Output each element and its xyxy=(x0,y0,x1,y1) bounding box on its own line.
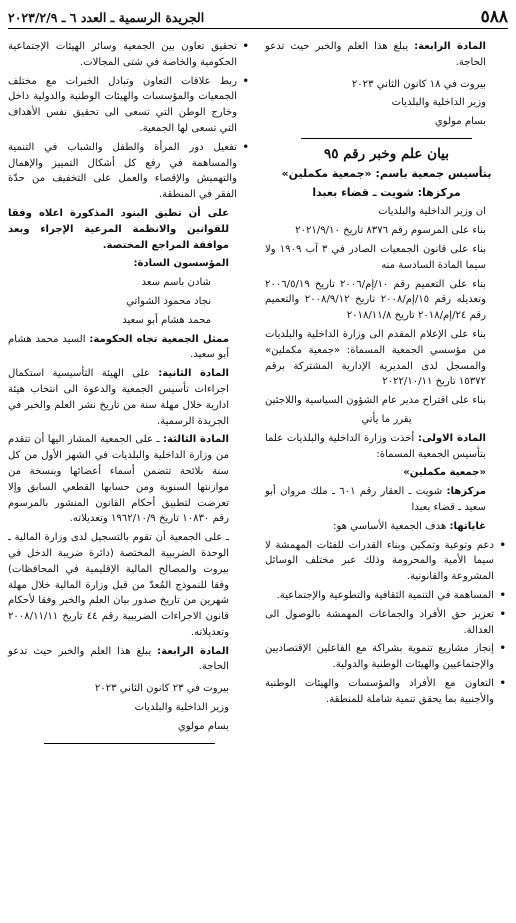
article-3 xyxy=(8,432,251,527)
preamble-3: بناء على قانون الجمعيات الصادر في ٣ آب ١٩٠٩ ولا سيما المادة السادسة منه xyxy=(265,243,486,271)
goal-item: • دعم وتوعية وتمكين وبناء القدرات للفئات المهمشة لا سيما الأمية والمحرومة وذلك عبر مختلف الوسائل المشروعة والقانونية. xyxy=(265,538,508,585)
goal-item: • المساهمة في التنمية الثقافية والتطوعية والإجتماعية. xyxy=(265,588,508,604)
page-header xyxy=(8,6,508,29)
preamble-2: بناء على المرسوم رقم ٨٣٧٦ تاريخ ٢٠٢١/٩/١٠ xyxy=(295,225,486,237)
preamble-1: ان وزير الداخلية والبلديات xyxy=(378,206,486,218)
article-text: على الهيئة التأسيسية استكمال اجراءات تأسيس الجمعية والدعوة الى انتخاب هيئة ادارية خلال مهلة سنة من تاريخ نشر العلم والخبر في الجريدة الرسمية. xyxy=(8,368,229,427)
signing-date: بيروت في ١٨ كانون الثاني ٢٠٢٣ xyxy=(351,78,486,90)
goals-label: غاياتها: xyxy=(449,520,486,532)
right-column xyxy=(265,39,508,752)
goals xyxy=(265,519,508,535)
article-text: يبلغ هذا العلم والخبر حيث تدعو الحاجة. xyxy=(265,41,486,68)
left-column xyxy=(8,39,251,752)
founder-name: شادن باسم سعد xyxy=(141,277,211,289)
founder-name: محمد هشام أبو سعيد xyxy=(122,314,211,326)
goal-item: • تفعيل دور المرأة والطفل والشباب في التنمية والمساهمة في رفع كل أشكال التمييز والإهمال والتهميش والإقصاء والعمل على التخفيف من حدّة الفقر في المنطقة. xyxy=(8,140,251,203)
conditions-clause: على أن تطبق البنود المذكورة اعلاه وفقا للقوانين والانظمة المرعية الإجراء وبعد موافقة المراجع المختصة. xyxy=(8,207,229,251)
article-1 xyxy=(265,431,508,463)
article-label: المادة الرابعة: xyxy=(414,41,486,52)
divider xyxy=(301,138,471,139)
decision-heading: يقرر ما يأتي xyxy=(361,413,412,425)
hq-label: مركزها: xyxy=(446,486,486,498)
goals-text: هدف الجمعية الأساسي هو: xyxy=(333,520,447,532)
notice-title: بيان علم وخبر رقم ٩٥ xyxy=(323,145,450,162)
preamble-6: بناء على اقتراح مدير عام الشؤون السياسية واللاجئين xyxy=(264,395,486,407)
notice-location: مركزها: شويت ـ قضاء بعبدا xyxy=(312,185,461,199)
article-text: ـ على الجمعية المشار اليها أن تتقدم من وزارة الداخلية والبلديات في الشهر الأول من كل سنة بلائحة تتضمن أسماء أعضائها وبنسخة من موازنتها السنوية ومن حسابها القطعي السابق وإلا تعرضت لتطبيق أحكام القانون المنشور بالمرسوم رقم ١٠٨٣٠ تاريخ ١٩٦٢/١٠/٩ وتعديلاته. xyxy=(8,434,229,525)
article-label: المادة الثانية: xyxy=(158,368,229,380)
article-label: المادة الرابعة: xyxy=(157,645,229,657)
article-label: المادة الثالثة: xyxy=(163,434,229,446)
goal-item: • تحقيق تعاون بين الجمعية وسائر الهيئات الإجتماعية الحكومية والخاصة في شتى المجالات. xyxy=(8,39,251,71)
rep-label: ممثل الجمعية تجاه الحكومة: xyxy=(89,333,229,345)
minister-title: وزير الداخلية والبلديات xyxy=(391,97,486,109)
signing-date: بيروت في ٢٣ كانون الثاني ٢٠٢٣ xyxy=(94,683,229,695)
minister-name: بسام مولوي xyxy=(177,720,229,732)
minister-title: وزير الداخلية والبلديات xyxy=(134,702,229,714)
article-label: المادة الاولى: xyxy=(417,432,486,444)
founder-name: نجاد محمود الشواتي xyxy=(126,295,211,307)
preamble-5: بناء على الإعلام المقدم الى وزارة الداخلية والبلديات من مؤسسي الجمعية المسماة: «جمعية مكملين» والمسجل لدى المديرية الإدارية المشتركة برقم ١٥٣٧٢ تاريخ ٢٠٢٢/١٠/١١ xyxy=(265,328,486,388)
goal-item: • تعزيز حق الأفراد والجماعات المهمشة بالوصول الى العدالة. xyxy=(265,607,508,639)
notice-subtitle: بتأسيس جمعية باسم: «جمعية مكملين» xyxy=(281,166,492,180)
article-text: أخذت وزارة الداخلية والبلديات علما بتأسيس الجمعية المسماة: xyxy=(265,432,486,460)
founders-label: المؤسسون السادة: xyxy=(133,258,229,270)
page-number: ٥٨٨ xyxy=(480,7,508,27)
divider xyxy=(44,743,214,744)
article-3-tax: ـ على الجمعية أن تقوم بالتسجيل لدى وزارة المالية ـ الوحدة الضريبية المختصة (دائرة ضريبة الدخل في بيروت والمصالح المالية الإقليمية في المحافظات) وفقا للنموذج المُعدّ من قبل وزارة المالية خلال مهلة شهرين من تاريخ صدور بيان العلم والخبر وفقا لأحكام قانون الاجراءات الضريبية رقم ٤٤ تاريخ ٢٠٠٨/١١/١١ وتعديلاته. xyxy=(8,532,229,638)
government-representative xyxy=(8,332,251,364)
article-2 xyxy=(8,366,251,429)
goal-item: • إنجاز مشاريع تنموية بشراكة مع الفاعلين الإقتصاديين والإجتماعيين والهيئات الوطنية والدولية. xyxy=(265,641,508,673)
article-4-prev xyxy=(265,39,508,71)
article-text: يبلغ هذا العلم والخبر حيث تدعو الحاجة. xyxy=(8,645,229,673)
goal-item: • ربط علاقات التعاون وتبادل الخبرات مع مختلف الجمعيات والمؤسسات والهيئات الوطنية والدولية داخل وخارج الوطن التي تسعى الى تحقيق نفس الأهداف التي تسعى لها الجمعية. xyxy=(8,74,251,137)
columns xyxy=(8,39,508,752)
goal-item: • التعاون مع الأفراد والمؤسسات والهيئات الوطنية والأجنبية بما يحقق تنمية شاملة للمنطقة. xyxy=(265,676,508,708)
article-4 xyxy=(8,644,251,676)
minister-name: بسام مولوي xyxy=(434,116,486,128)
rep-name: السيد محمد هشام أبو سعيد. xyxy=(8,333,229,361)
preamble-4: بناء على التعميم رقم ١٠/إم/٢٠٠٦ تاريخ ٢٠٠٦/٥/١٩ وتعديله رقم ١٥/إم/٢٠٠٨ تاريخ ٢٠٠٨/٩/١٢ والتعميم رقم ٢٤/إم/٢٠١٨ تاريخ ٢٠١٨/١١/٨ xyxy=(265,278,486,322)
headquarters xyxy=(265,484,508,516)
gazette-title: الجريدة الرسمية ـ العدد ٦ ـ ٢٠٢٣/٢/٩ xyxy=(8,9,205,25)
association-name: «جمعية مكملين» xyxy=(403,467,486,479)
hq-text: شويت ـ العقار رقم ٦٠١ ـ ملك مروان أبو سعيد ـ قضاء بعبدا xyxy=(265,486,486,513)
